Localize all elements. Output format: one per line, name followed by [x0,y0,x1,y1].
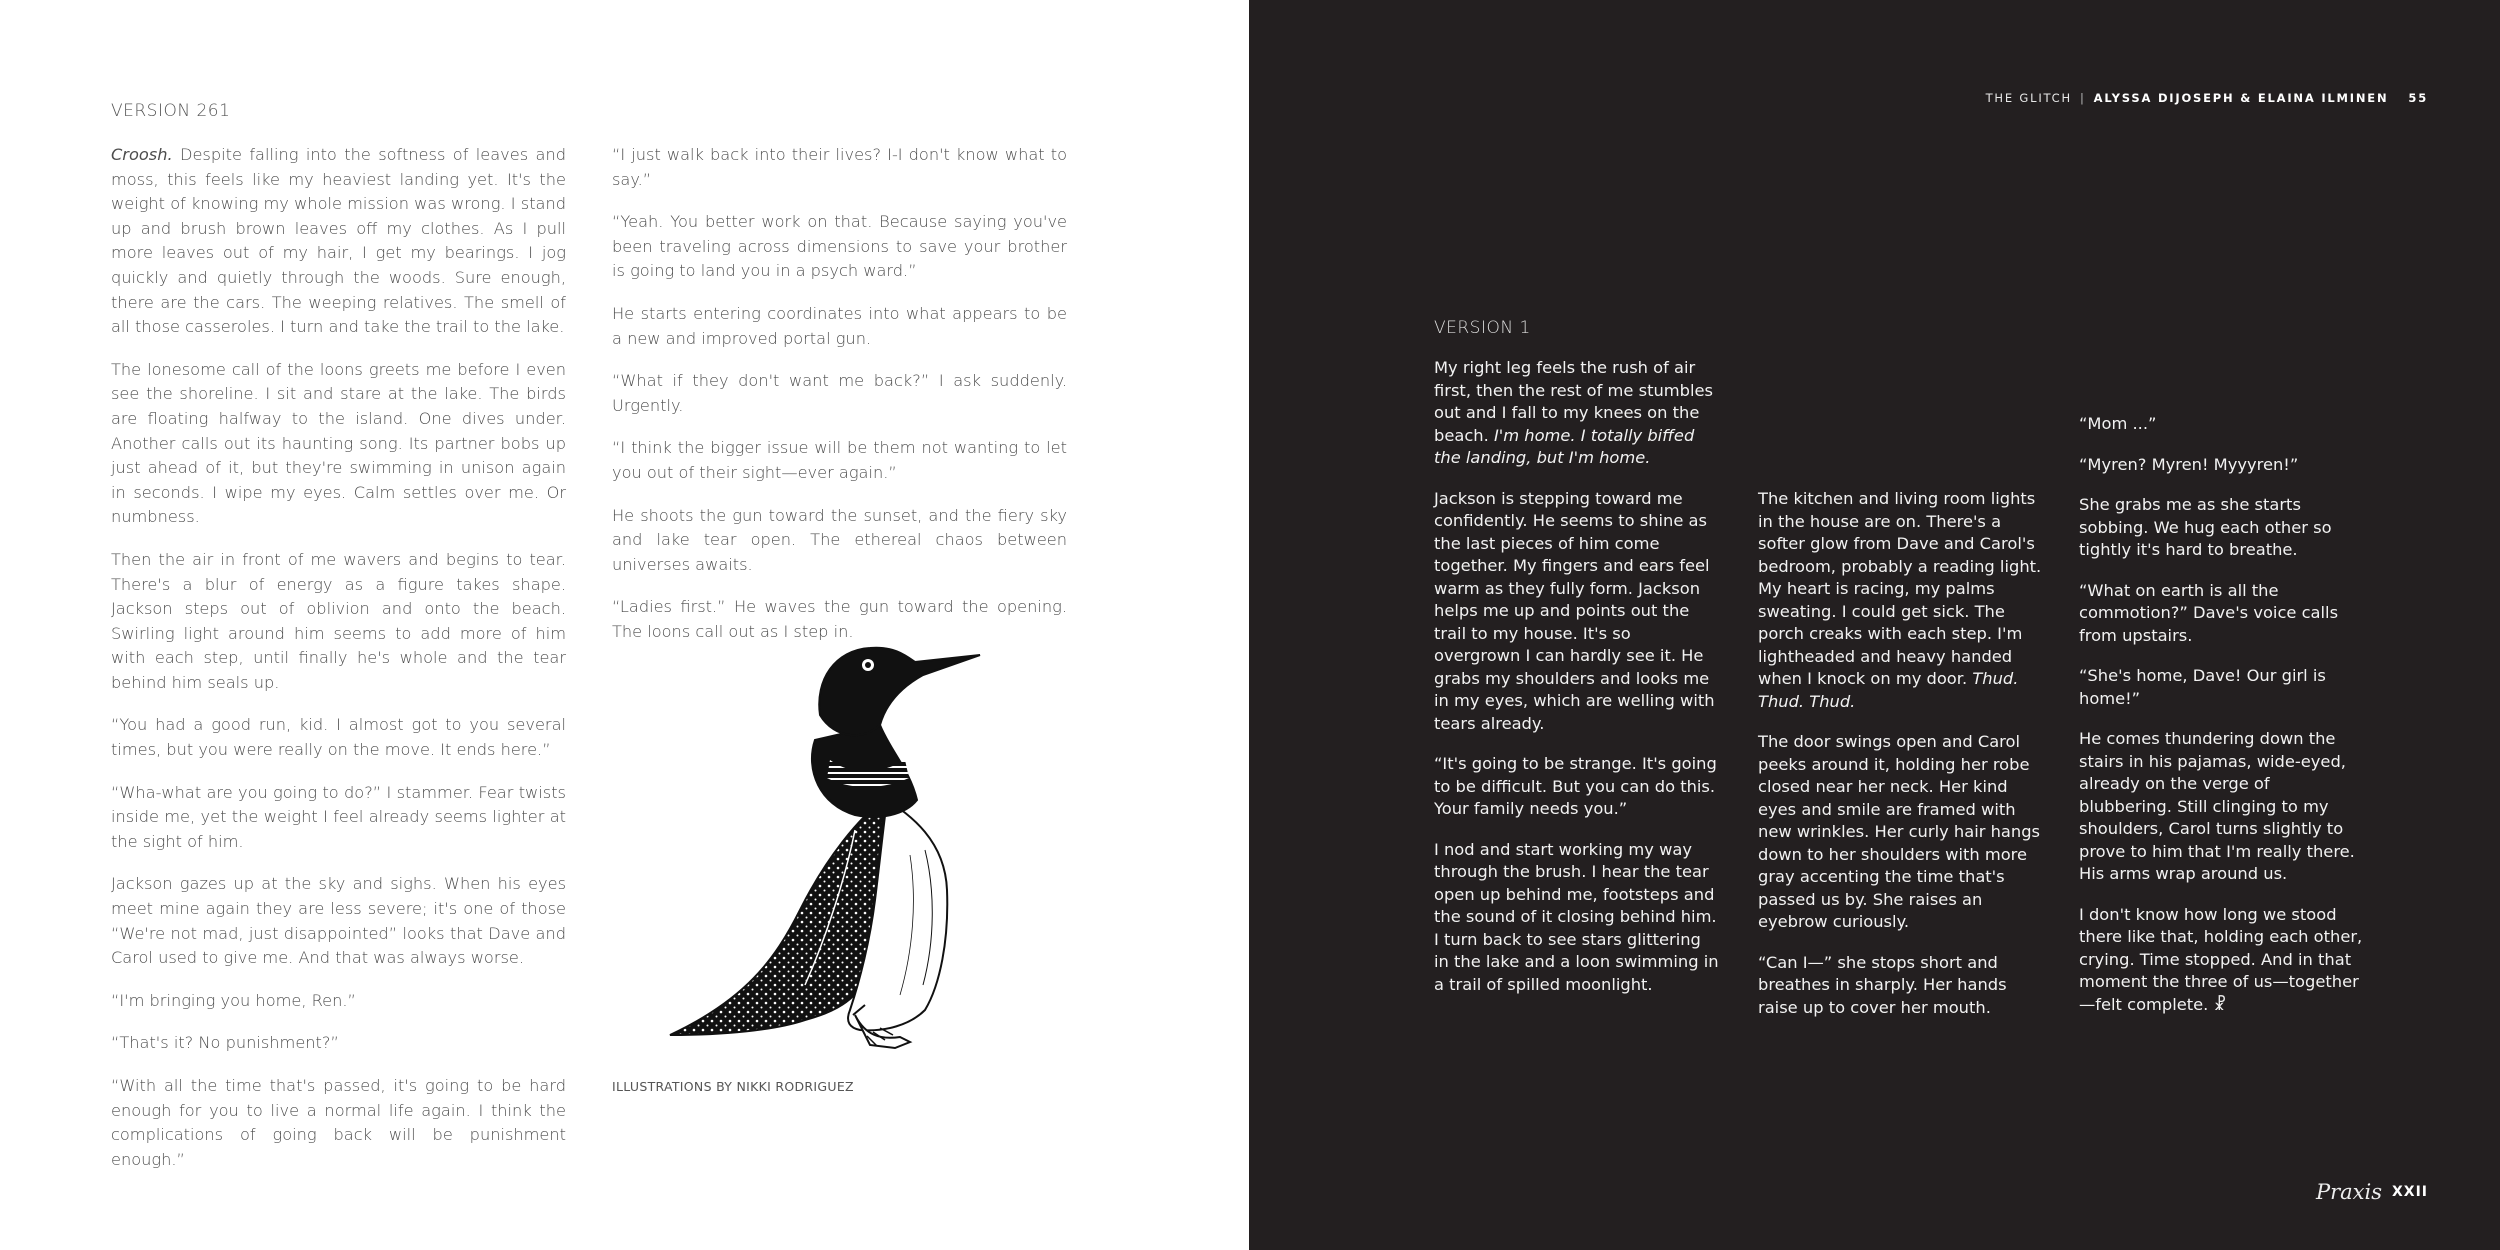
paragraph: “She's home, Dave! Our girl is home!” [2079,666,2326,708]
right-text-column-3 [2079,413,2364,1034]
paragraph: “I think the bigger issue will be them not wanting to let you out of their sight—ever again.” [612,438,1067,482]
running-header [1986,91,2428,105]
italic-knocks: Thud. Thud. Thud. [1758,669,2019,711]
paragraph: My right leg feels the rush of air first, then the rest of me stumbles out and I fall to my knees on the beach. I'm home. I totally biffed the landing, but I'm home. [1434,358,1713,467]
italic-thought: I'm home. I totally biffed the landing, but I'm home. [1434,425,1695,467]
right-page [1249,0,2500,1250]
paragraph: He shoots the gun toward the sunset, and the fiery sky and lake tear open. The ethereal chaos between universes awaits. [612,505,1067,574]
left-text-column-2 [612,143,1067,663]
left-page [0,0,1249,1250]
paragraph: “I'm bringing you home, Ren.” [111,990,356,1010]
paragraph: He comes thundering down the stairs in his pajamas, wide-eyed, already on the verge of blubbering. Still clinging to my shoulders, Carol turns slightly to prove to him that I'm really there. His arms wrap around us. [2079,729,2355,883]
section-title-version-1: VERSION 1 [1434,318,1531,338]
italic-lead: Croosh. [111,145,173,164]
paragraph: Jackson is stepping toward me confidently. He seems to shine as the last pieces of him come together. My fingers and ears feel warm as they fully form. Jackson helps me up and points out the trail to my house. It's so overgrown I can hardly see it. He grabs my shoulders and looks me in my eyes, which are welling with tears already. [1434,488,1715,733]
paragraph: Jackson gazes up at the sky and sighs. When his eyes meet mine again they are less severe; it's one of those “We're not mad, just disappointed” looks that Dave and Carol used to give me. And that was always worse. [111,874,566,968]
paragraph: “What on earth is all the commotion?” Dave's voice calls from upstairs. [2079,580,2339,645]
paragraph: “Can I—” she stops short and breathes in sharply. Her hands raise up to cover her mouth. [1758,952,2007,1017]
paragraph: “With all the time that's passed, it's going to be hard enough for you to live a normal life again. I think the complications of going back will be punishment enough.” [111,1076,566,1169]
right-text-column-2 [1758,488,2043,1037]
paragraph: “What if they don't want me back?” I ask suddenly. Urgently. [612,371,1067,415]
left-text-column-1 [111,143,566,1190]
paragraph: Then the air in front of me wavers and begins to tear. There's a blur of energy as a figure takes shape. Jackson steps out of oblivion and onto the beach. Swirling light around him seems to add more of him with each step, until finally he's whole and the tear behind him seals up. [111,549,566,692]
paragraph: “Myren? Myren! Myyyren!” [2079,454,2299,474]
paragraph: “Wha-what are you going to do?” I stammer. Fear twists inside me, yet the weight I feel already seems lighter at the sight of him. [111,782,566,851]
right-text-column-1 [1434,357,1719,1014]
paragraph: Croosh. Despite falling into the softness of leaves and moss, this feels like my heaviest landing yet. It's the weight of knowing my whole mission was wrong. I stand up and brush brown leaves off my clothes. As I pull more leaves out of my hair, I get my bearings. I jog quickly and quietly through the woods. Sure enough, there are the cars. The weeping relatives. The smell of all those casseroles. I turn and take the trail to the lake. [111,145,566,337]
praxis-logo: Praxis [2315,1180,2382,1204]
paragraph: “Mom ...” [2079,414,2157,433]
story-authors: ALYSSA DIJOSEPH & ELAINA ILMINEN [2093,91,2389,105]
paragraph: I nod and start working my way through the brush. I hear the tear open up behind me, footsteps and the sound of it closing behind him. I turn back to see stars glittering in the lake and a loon swimming in a trail of spilled moonlight. [1434,839,1719,994]
section-title-version-261: VERSION 261 [111,101,231,121]
paragraph: The kitchen and living room lights in the house are on. There's a softer glow from Dave and Carol's bedroom, probably a reading light. My heart is racing, my palms sweating. I could get sick. The porch creaks with each step. I'm lightheaded and heavy handed when I knock on my door. Thud. Thud. Thud. [1758,489,2042,711]
paragraph: He starts entering coordinates into what appears to be a new and improved portal gun. [612,303,1067,348]
end-mark-icon: ☧ [2213,994,2227,1014]
story-title: THE GLITCH [1985,91,2072,105]
paragraph: She grabs me as she starts sobbing. We hug each other so tightly it's hard to breathe. [2079,495,2332,559]
illustration-credit: ILLUSTRATIONS BY NIKKI RODRIGUEZ [612,1079,854,1094]
paragraph: The lonesome call of the loons greets me before I even see the shoreline. I sit and stare at the lake. The birds are floating halfway to the island. One dives under. Another calls out its haunting song. Its partner bobs up just ahead of it, but they're swimming in unison again in seconds. I wipe my eyes. Calm settles over me. Or numbness. [111,359,566,527]
paragraph: I don't know how long we stood there like that, holding each other, crying. Time stopped. And in that moment the three of us—together—felt complete. ☧ [2079,904,2363,1014]
paragraph: “It's going to be strange. It's going to be difficult. But you can do this. Your family needs you.” [1434,754,1717,818]
issue-number: XXII [2391,1184,2428,1200]
paragraph: “I just walk back into their lives? I-I don't know what to say.” [612,145,1067,189]
loon-illustration-icon [655,640,1005,1055]
paragraph: “Ladies first.” He waves the gun toward the opening. The loons call out as I step in. [612,597,1067,641]
paragraph: “You had a good run, kid. I almost got to you several times, but you were really on the move. It ends here.” [111,715,566,760]
page-number: 55 [2408,91,2428,105]
paragraph: “Yeah. You better work on that. Because saying you've been traveling across dimensions to save your brother is going to land you in a psych ward.” [612,212,1067,281]
paragraph: The door swings open and Carol peeks around it, holding her robe closed near her neck. Her kind eyes and smile are framed with new wrinkles. Her curly hair hangs down to her shoulders with more gray accenting the time that's passed us by. She raises an eyebrow curiously. [1758,732,2041,931]
magazine-logo [2316,1180,2428,1204]
header-separator: | [2079,91,2086,105]
paragraph: “That's it? No punishment?” [111,1033,339,1053]
